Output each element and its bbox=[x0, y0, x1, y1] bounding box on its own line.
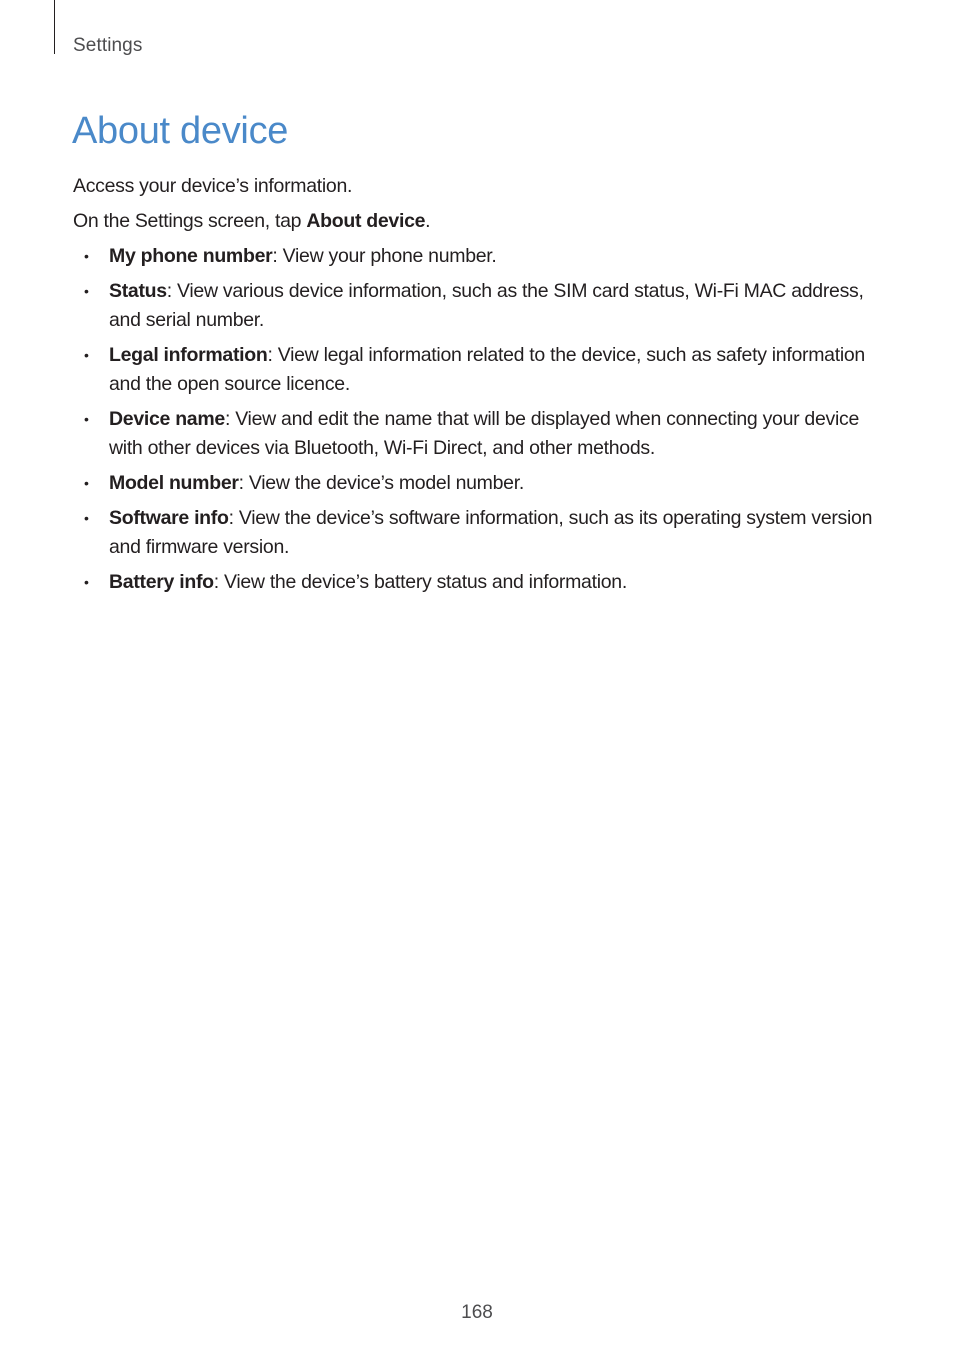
header-rule bbox=[54, 0, 55, 54]
page-number: 168 bbox=[461, 1302, 493, 1323]
item-term: Legal information bbox=[109, 344, 268, 366]
item-term: Model number bbox=[109, 472, 239, 494]
item-desc: : View various device information, such as the SIM card status, Wi-Fi MAC address, and serial number. bbox=[109, 280, 864, 331]
feature-list bbox=[73, 242, 873, 597]
list-item bbox=[73, 568, 873, 597]
section-label: Settings bbox=[73, 35, 143, 56]
item-desc: : View the device’s model number. bbox=[238, 472, 524, 494]
list-item bbox=[73, 277, 873, 335]
item-term: Battery info bbox=[109, 571, 214, 593]
list-item bbox=[73, 469, 873, 498]
page-title: About device bbox=[72, 110, 289, 152]
item-desc: : View and edit the name that will be displayed when connecting your device with other devices via Bluetooth, Wi-Fi Direct, and other methods. bbox=[109, 408, 859, 459]
bullet-icon: • bbox=[84, 347, 89, 363]
list-item bbox=[73, 242, 873, 271]
bullet-icon: • bbox=[84, 574, 89, 590]
intro-text: Access your device’s information. bbox=[73, 175, 353, 197]
item-desc: : View the device’s software information, such as its operating system version and firmware version. bbox=[109, 507, 873, 558]
bullet-icon: • bbox=[84, 411, 89, 427]
instruction-prefix: On the Settings screen, tap bbox=[73, 210, 307, 232]
bullet-icon: • bbox=[84, 510, 89, 526]
list-item bbox=[73, 405, 873, 463]
item-desc: : View your phone number. bbox=[272, 245, 497, 267]
bullet-icon: • bbox=[84, 475, 89, 491]
item-desc: : View the device’s battery status and information. bbox=[213, 571, 627, 593]
instruction-target: About device bbox=[306, 210, 426, 232]
instruction-text bbox=[73, 207, 873, 236]
bullet-icon: • bbox=[84, 283, 89, 299]
content bbox=[73, 172, 873, 603]
list-item bbox=[73, 504, 873, 562]
item-term: Software info bbox=[109, 507, 229, 529]
item-term: Device name bbox=[109, 408, 225, 430]
item-term: Status bbox=[109, 280, 167, 302]
item-desc: : View legal information related to the device, such as safety information and the open source licence. bbox=[109, 344, 865, 395]
instruction-suffix: . bbox=[425, 210, 431, 232]
item-term: My phone number bbox=[109, 245, 273, 267]
bullet-icon: • bbox=[84, 248, 89, 264]
list-item bbox=[73, 341, 873, 399]
